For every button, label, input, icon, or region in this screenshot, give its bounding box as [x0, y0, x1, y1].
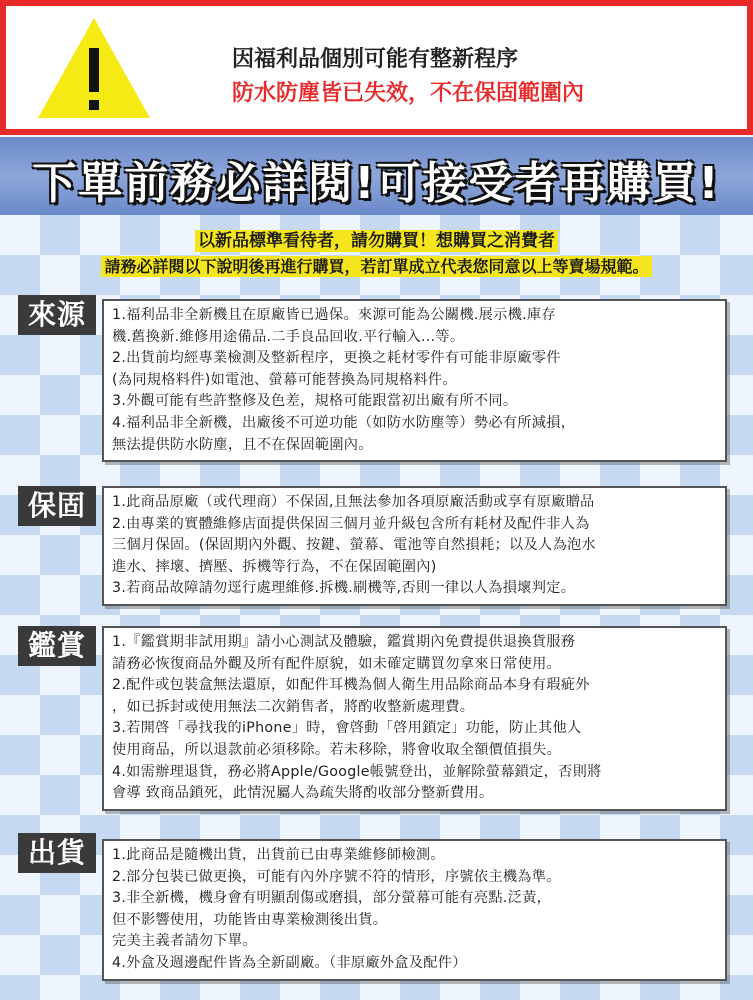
section-box-source [102, 299, 727, 462]
text-line: 無法提供防水防塵，且不在保固範圍內。 [112, 436, 373, 453]
warning-triangle-icon [34, 14, 154, 124]
text-line: 1.此商品是隨機出貨，出貨前已由專業維修師檢測。 [112, 847, 445, 863]
text-line: 使用商品，所以退款前必須移除。若未移除，將會收取全額價值損失。 [112, 741, 562, 758]
text-line: 機.舊換新.維修用途備品.二手良品回收.平行輸入...等。 [112, 328, 465, 345]
section-tag-appraisal: 鑑賞 [18, 626, 96, 666]
text-line: 請務必恢復商品外觀及所有配件原貌，如未確定購買勿拿來日常使用。 [112, 655, 562, 672]
text-line: 2.部分包裝已做更換，可能有內外序號不符的情形，序號依主機為準。 [112, 868, 561, 885]
headline-text: 下單前務必詳閱!可接受者再購買! [32, 158, 721, 209]
section-box-shipping [102, 839, 727, 981]
text-line: 3.非全新機，機身會有明顯刮傷或磨損，部分螢幕可能有亮點.泛黃， [112, 890, 552, 907]
text-line: 1.此商品原廠（或代理商）不保固,且無法參加各項原廠活動或享有原廠贈品 [112, 494, 595, 510]
text-line: 4.福利品非全新機，出廠後不可逆功能（如防水防塵等）勢必有所減損， [112, 414, 576, 431]
headline-banner [0, 137, 753, 215]
text-line: 1.『鑑賞期非試用期』請小心測試及體驗，鑑賞期內免費提供退換貨服務 [112, 634, 576, 650]
text-line: 三個月保固。(保固期內外觀、按鍵、螢幕、電池等自然損耗；以及人為泡水 [112, 537, 596, 554]
text-line: 4.如需辦理退貨，務必將Apple/Google帳號登出，並解除螢幕鎖定，否則將 [112, 763, 602, 780]
text-line: 2.出貨前均經專業檢測及整新程序，更換之耗材零件有可能非原廠零件 [112, 350, 561, 367]
text-line: 3.若商品故障請勿逕行處理維修.拆機.刷機等,否則一律以人為損壞判定。 [112, 580, 576, 597]
text-line: 進水、摔壞、擠壓、拆機等行為，不在保固範圍內) [112, 558, 437, 575]
warning-line-1: 因福利品個別可能有整新程序 [232, 47, 519, 72]
text-line: (為同規格料件)如電池、螢幕可能替換為同規格料件。 [112, 371, 457, 388]
text-line: 4.外盒及週邊配件皆為全新副廠。（非原廠外盒及配件） [112, 954, 467, 971]
notice-line-1: 以新品標準看待者，請勿購買！想購買之消費者 [0, 226, 753, 251]
text-line: 2.配件或包裝盒無法還原，如配件耳機為個人衛生用品除商品本身有瑕疵外 [112, 677, 590, 694]
text-line: 3.外觀可能有些許整修及色差，規格可能跟當初出廠有所不同。 [112, 393, 518, 410]
text-line: 2.由專業的實體維修店面提供保固三個月並升級包含所有耗材及配件非人為 [112, 515, 590, 532]
section-tag-source: 來源 [18, 295, 96, 335]
section-tag-warranty: 保固 [18, 486, 96, 526]
section-tag-shipping: 出貨 [18, 833, 96, 873]
text-line: 但不影響使用，功能皆由專業檢測後出貨。 [112, 911, 388, 928]
warning-line-2: 防水防塵皆已失效，不在保固範圍內 [232, 81, 585, 106]
text-line: 完美主義者請勿下單。 [112, 933, 257, 950]
warning-panel [0, 0, 753, 135]
section-box-appraisal [102, 626, 727, 811]
section-box-warranty [102, 486, 727, 606]
notice-line-2: 請務必詳閱以下說明後再進行購買，若訂單成立代表您同意以上等賣場規範。 [0, 254, 753, 277]
text-line: 1.福利品非全新機且在原廠皆已過保。來源可能為公關機.展示機.庫存 [112, 307, 556, 323]
text-line: 3.若開啓「尋找我的iPhone」時，會啓動「啓用鎖定」功能，防止其他人 [112, 720, 582, 737]
text-line: ，如已拆封或使用無法二次銷售者，將酌收整新處理費。 [112, 698, 475, 715]
text-line: 會導 致商品鎖死，此情況屬人為疏失將酌收部分整新費用。 [112, 785, 494, 802]
